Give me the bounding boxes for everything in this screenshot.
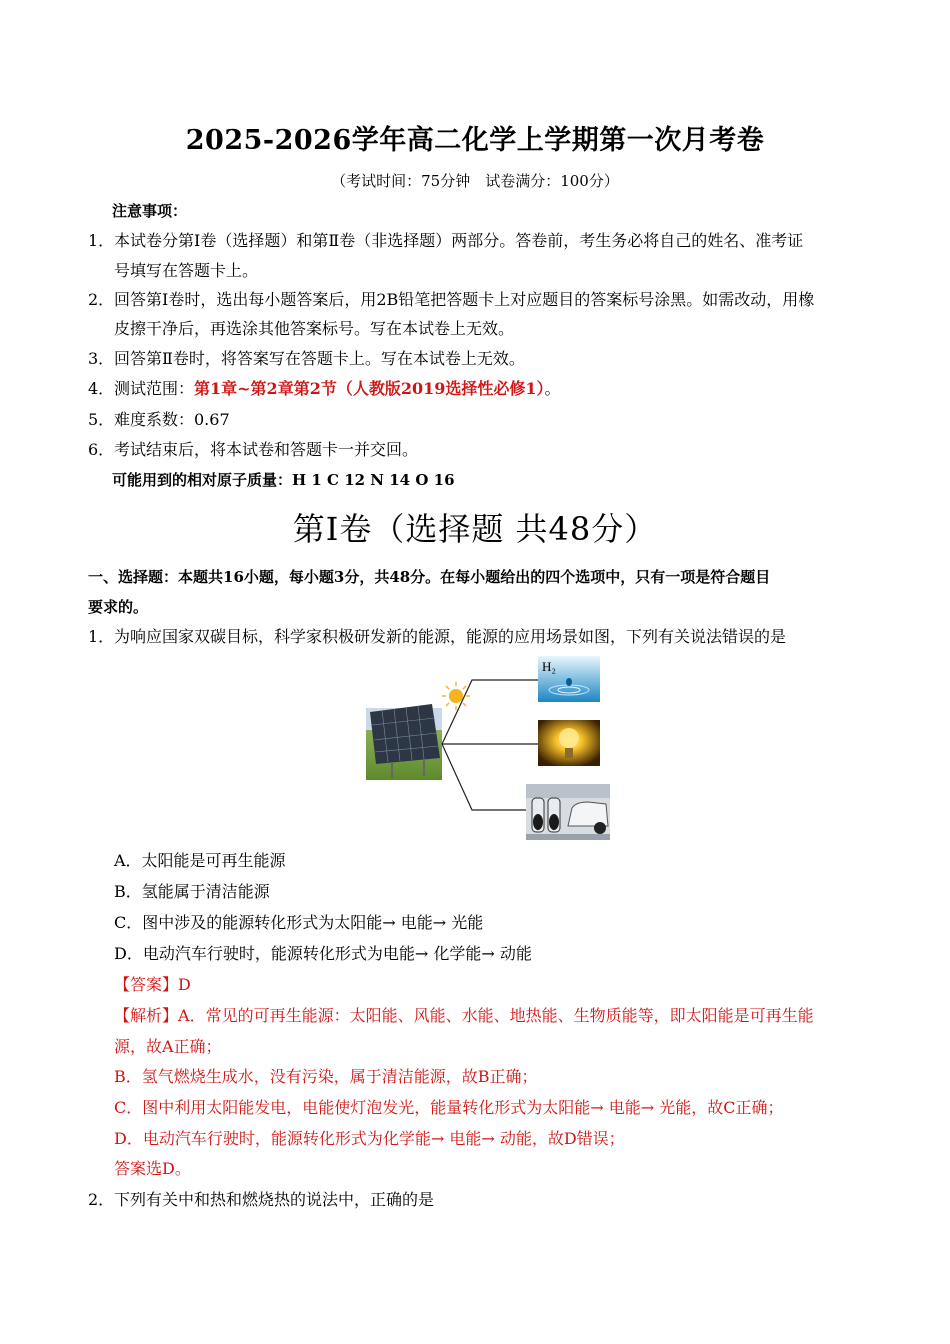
option-b: B．氢能属于清洁能源 [114,882,270,901]
notice-number: 6． [88,440,115,459]
analysis-line: 答案选D。 [114,1159,191,1178]
notice-number: 1． [88,231,115,250]
exam-subtitle: （考试时间：75分钟 试卷满分：100分） [331,172,619,190]
notice-text: 。 [544,379,561,398]
notice-number: 3． [88,349,115,368]
atomic-mass-note: 可能用到的相对原子质量：H 1 C 12 N 14 O 16 [112,471,455,489]
section-instruction-continued: 要求的。 [88,598,149,616]
solar-panel-image [366,704,442,780]
section-instruction: 一、选择题：本题共16小题，每小题3分，共48分。在每小题给出的四个选项中，只有一项是符合题目 [88,568,771,586]
notice-number: 4． [88,379,115,398]
analysis-text: A．常见的可再生能源：太阳能、风能、水能、地热能、生物质能等，即太阳能是可再生能 [178,1006,814,1025]
hydrogen-water-image [538,656,600,702]
question-text: 为响应国家双碳目标，科学家积极研发新的能源，能源的应用场景如图，下列有关说法错误的是 [114,627,787,646]
question-2-stem [88,1189,434,1211]
notice-text: 本试卷分第Ⅰ卷（选择题）和第Ⅱ卷（非选择题）两部分。答卷前，考生务必将自己的姓名、准考证 [114,231,804,250]
analysis-line: B．氢气燃烧生成水，没有污染，属于清洁能源，故B正确； [114,1067,538,1086]
notice-item [88,348,525,370]
exam-title: 2025-2026学年高二化学上学期第一次月考卷 [185,125,765,156]
notice-item [88,378,561,400]
analysis-line: C．图中利用太阳能发电，电能使灯泡发光，能量转化形式为太阳能→ 电能→ 光能，故C正确； [114,1098,784,1117]
section-title: 第Ⅰ卷（选择题 共48分） [292,510,658,548]
ev-charging-image [526,784,610,840]
answer: 【答案】D [114,975,191,994]
option-d: D．电动汽车行驶时，能源转化形式为电能→ 化学能→ 动能 [114,944,532,963]
notice-number: 5． [88,410,115,429]
notice-item [88,289,814,311]
light-bulb-image [538,720,600,766]
notice-item [88,230,803,252]
notice-item [88,409,230,431]
energy-scene-figure [362,652,612,842]
notice-text: 难度系数：0.67 [114,410,230,429]
notice-text: 回答第Ⅱ卷时，将答案写在答题卡上。写在本试卷上无效。 [114,349,525,368]
notice-item [88,439,418,461]
option-c: C．图中涉及的能源转化形式为太阳能→ 电能→ 光能 [114,913,484,932]
notice-heading: 注意事项： [112,202,188,220]
question-number: 2． [88,1190,115,1209]
hydrogen-label: H₂ [542,659,556,674]
analysis-line [114,1005,814,1027]
sun-icon [442,682,470,710]
notice-text: 回答第Ⅰ卷时，选出每小题答案后，用2B铅笔把答题卡上对应题目的答案标号涂黑。如需改动，用橡 [114,290,815,309]
notice-text-continued: 号填写在答题卡上。 [114,261,259,280]
notice-number: 2． [88,290,115,309]
notice-text-continued: 皮擦干净后，再选涂其他答案标号。写在本试卷上无效。 [114,319,515,338]
analysis-line: 源，故A正确； [114,1037,222,1056]
question-text: 下列有关中和热和燃烧热的说法中，正确的是 [114,1190,435,1209]
notice-text: 测试范围： [114,379,195,398]
test-range-highlight: 第1章~第2章第2节（人教版2019选择性必修1） [194,379,545,398]
analysis-line: D．电动汽车行驶时，能源转化形式为化学能→ 电能→ 动能，故D错误； [114,1129,625,1148]
question-number: 1． [88,627,115,646]
notice-text: 考试结束后，将本试卷和答题卡一并交回。 [114,440,419,459]
energy-diagram [362,652,612,842]
question-1-stem [88,626,786,648]
analysis-label: 【解析】 [114,1006,179,1025]
option-a: A．太阳能是可再生能源 [114,851,286,870]
